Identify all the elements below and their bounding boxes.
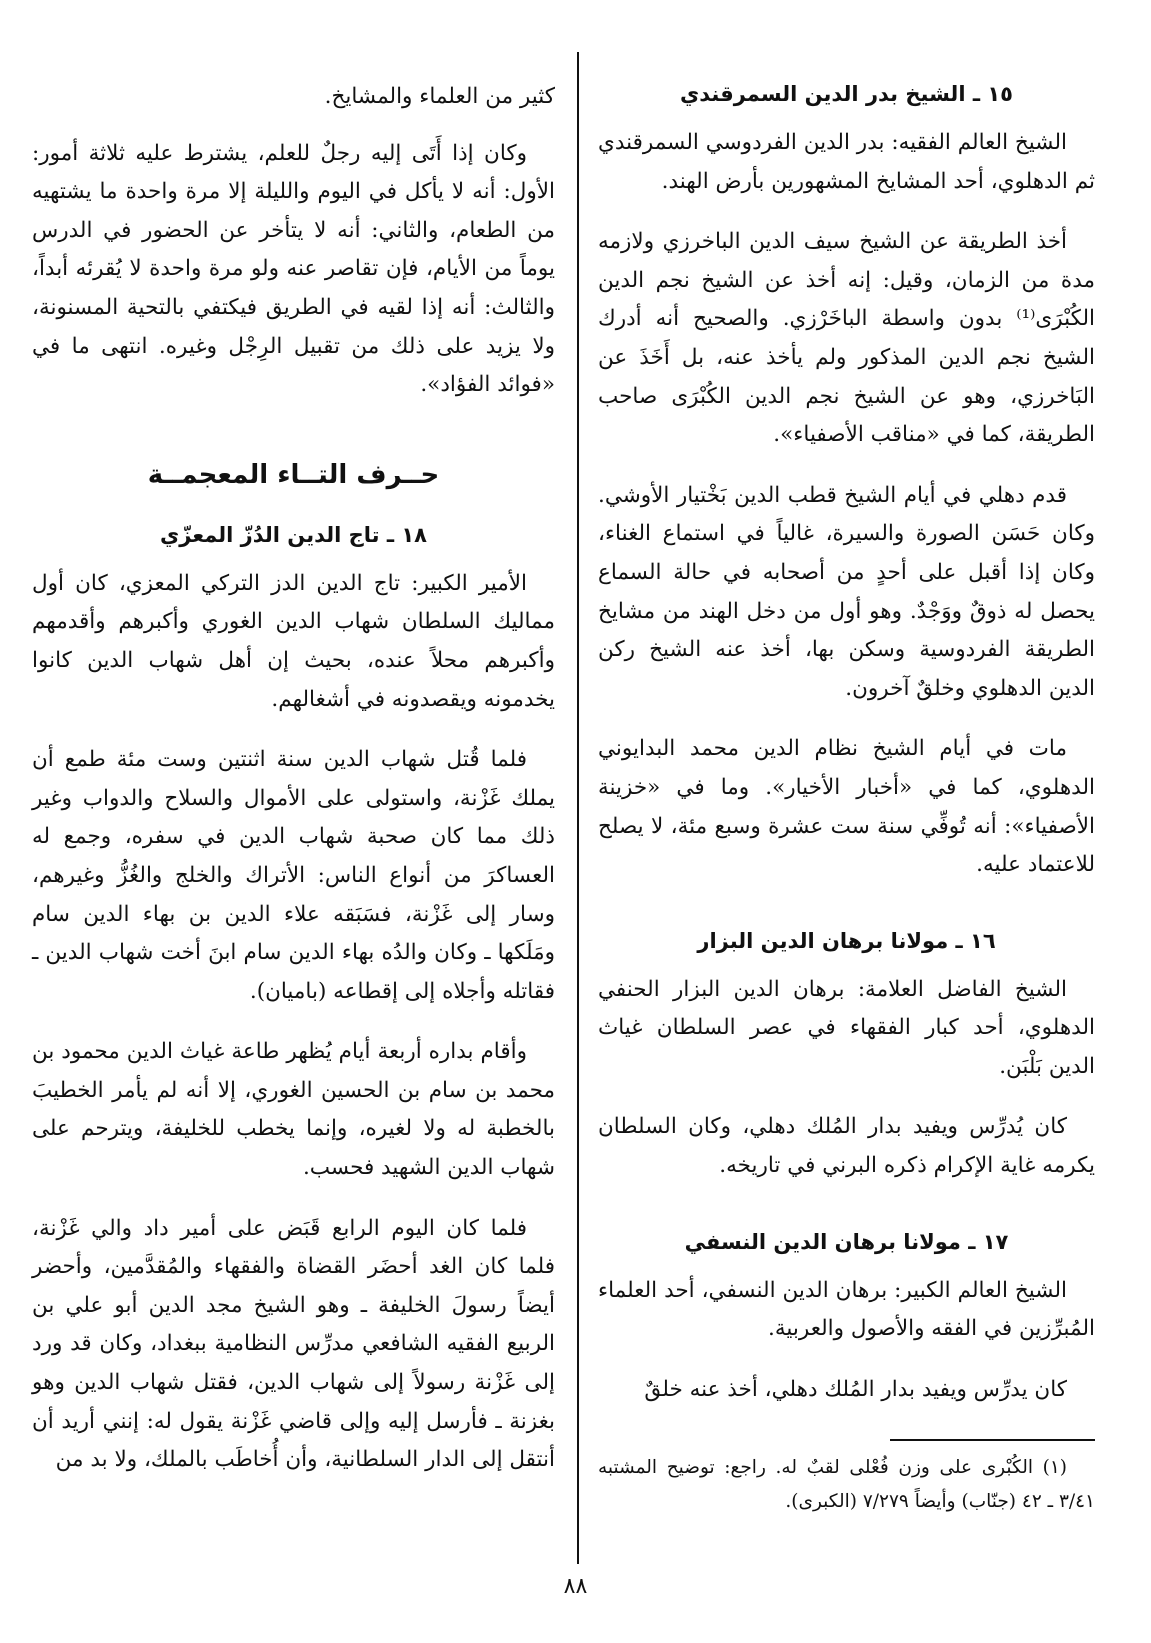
right-column: [598, 78, 1095, 1541]
entry-18-paragraph-2: فلما قُتل شهاب الدين سنة اثنتين وست مئة طمع أن يملك غَزْنة، واستولى على الأموال والسلاح والدواب وغير ذلك مما كان صحبة شهاب الدين في سفره، وجمع له العساكرَ من أنواع الناس: الأتراك والخلج والغُزُّ وغيرهم، وسار إلى غَزْنة، فسَبَقه علاء الدين بن بهاء الدين سام ومَلَكها ـ وكان والدُه بهاء الدين سام ابنَ أخت شهاب الدين ـ فقاتله وأجلاه إلى إقطاعه (باميان).: [32, 747, 555, 1004]
column-divider: [577, 52, 579, 1564]
left-column: [32, 78, 555, 1502]
entry-18-paragraph-3: وأقام بداره أربعة أيام يُظهر طاعة غياث الدين محمود بن محمد بن سام بن الحسين الغوري، إلا أنه لم يأمر الخطيبَ بالخطبة له ولا لغيره، وإنما يخطب للخليفة، ويترحم على شهاب الدين الشهيد فحسب.: [32, 1039, 555, 1181]
entry-15-title: ١٥ ـ الشيخ بدر الدين السمرقندي: [680, 82, 1013, 106]
entry-17-title: ١٧ ـ مولانا برهان الدين النسفي: [684, 1229, 1009, 1254]
page-number: ٨٨: [563, 1574, 588, 1599]
entry-15-paragraph-2: أخذ الطريقة عن الشيخ سيف الدين الباخرزي ولازمه مدة من الزمان، وقيل: إنه أخذ عن الشيخ نجم الدين الكُبْرَى⁽¹⁾ بدون واسطة الباخَرْزي. والصحيح أنه أدرك الشيخ نجم الدين المذكور ولم يأخذ عنه، بل أَخَذَ عن البَاخرزي، وهو عن الشيخ نجم الدين الكُبْرَى صاحب الطريقة، كما في «مناقب الأصفياء».: [598, 229, 1095, 448]
entry-17-paragraph-2: كان يدرِّس ويفيد بدار المُلك دهلي، أخذ عنه خلقٌ: [644, 1376, 1067, 1402]
entry-17-paragraph-1: الشيخ العالم الكبير: برهان الدين النسفي، أحد العلماء المُبرِّزين في الفقه والأصول والعربية.: [598, 1277, 1095, 1342]
entry-15-paragraph-1: الشيخ العالم الفقيه: بدر الدين الفردوسي السمرقندي ثم الدهلوي، أحد المشايخ المشهورين بأرض الهند.: [598, 130, 1095, 194]
entry-16-paragraph-2: كان يُدرِّس ويفيد بدار المُلك دهلي، وكان السلطان يكرمه غاية الإكرام ذكره البرني في تاريخه.: [598, 1114, 1095, 1179]
entry-18-paragraph-1: الأمير الكبير: تاج الدين الدز التركي المعزي، كان أول مماليك السلطان شهاب الدين الغوري وأكبرهم وأقدمهم وأكبرهم محلاً عنده، بحيث إن أهل شهاب الدين كانوا يخدمونه ويقصدونه في أشغالهم.: [32, 570, 555, 712]
footnote-rule: [890, 1439, 1095, 1441]
continued-paragraph-1: كثير من العلماء والمشايخ.: [324, 84, 555, 109]
letter-section-heading: حــرف التــاء المعجمــة: [147, 459, 440, 490]
entry-18-title: ١٨ ـ تاج الدين الدُزّ المعزّي: [160, 522, 427, 547]
entry-18-paragraph-4: فلما كان اليوم الرابع قَبَض على أمير داد والي غَزْنة، فلما كان الغد أحضَر القضاة والفقهاء والمُقدَّمين، وأحضر أيضاً رسولَ الخليفة ـ وهو الشيخ مجد الدين أبو علي بن الربيع الفقيه الشافعي مدرِّس النظامية ببغداد، وكان قد ورد إلى غَزْنة رسولاً إلى شهاب الدين، فقتل شهاب الدين وهو بغزنة ـ فأرسل إليه وإلى قاضي غَزْنة يقول له: إنني أريد أن أنتقل إلى الدار السلطانية، وأن أُخاطَب بالملك، ولا بد من: [32, 1215, 555, 1473]
entry-15-paragraph-3: قدم دهلي في أيام الشيخ قطب الدين بَخْتيار الأوشي. وكان حَسَن الصورة والسيرة، غالياً في استماع الغناء، وكان إذا أقبل على أحدٍ من أصحابه في حالة السماع يحصل له ذوقٌ ووَجْدٌ. وهو أول من دخل الهند من مشايخ الطريقة الفردوسية وسكن بها، أخذ عنه الشيخ ركن الدين الدهلوي وخلقٌ آخرون.: [598, 482, 1095, 701]
entry-16-paragraph-1: الشيخ الفاضل العلامة: برهان الدين البزار الحنفي الدهلوي، أحد كبار الفقهاء في عصر السلطان غياث الدين بَلْبَن.: [598, 976, 1095, 1079]
footnote-1: (١) الكُبْرى على وزن فُعْلى لقبٌ له. راجع: توضيح المشتبه ٣/٤١ ـ ٤٢ (جنّاب) وأيضاً ٧/٢٧٩ (الكبرى).: [598, 1456, 1095, 1512]
entry-16-title: ١٦ ـ مولانا برهان الدين البزار: [697, 928, 996, 953]
entry-15-paragraph-4: مات في أيام الشيخ نظام الدين محمد البدايوني الدهلوي، كما في «أخبار الأخيار». وما في «خزينة الأصفياء»: أنه تُوفِّي سنة ست عشرة وسبع مئة، لا يصلح للاعتماد عليه.: [598, 736, 1095, 878]
continued-paragraph-2: وكان إذا أَتَى إليه رجلٌ للعلم، يشترط عليه ثلاثة أمور: الأول: أنه لا يأكل في اليوم والليلة إلا مرة واحدة ما يشتهيه من الطعام، والثاني: أنه لا يتأخر عن الحضور في الدرس يوماً من الأيام، فإن تقاصر عنه ولو مرة واحدة لا يُقرئه أبداً، والثالث: أنه إذا لقيه في الطريق فيكتفي بالتحية المسنونة، ولا يزيد على ذلك من تقبيل الرِجْل وغيره. انتهى ما في «فوائد الفؤاد».: [32, 140, 555, 398]
